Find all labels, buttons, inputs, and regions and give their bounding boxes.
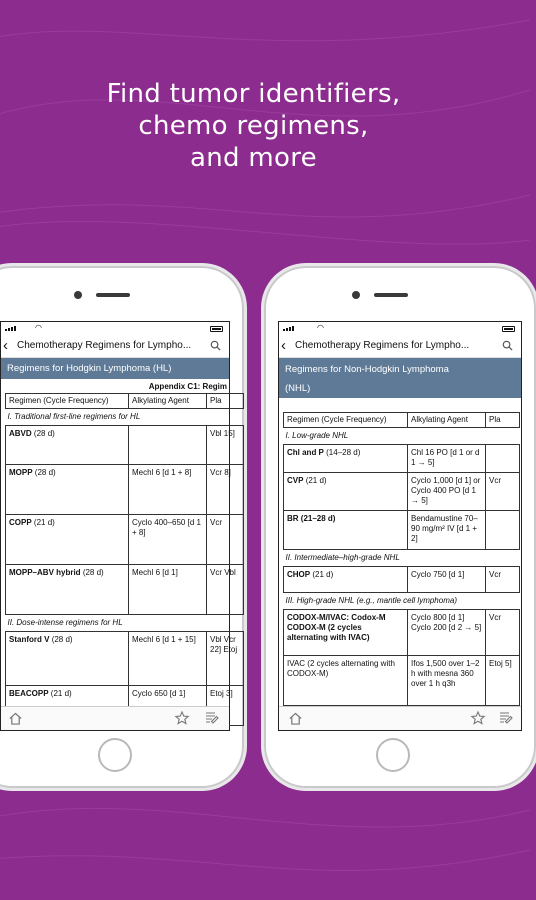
pla-cell: Etoj 5] [486,656,520,706]
band-title-line-1: Regimens for Non-Hodgkin Lymphoma [285,364,449,375]
regimen-freq: (28 d) [82,568,104,577]
regimen-freq: (21 d) [50,689,72,698]
camera-dot [352,291,360,299]
star-icon[interactable] [471,711,485,725]
agent-cell [129,426,207,465]
regimen-name: MOPP [9,468,33,477]
agent-cell: Chl 16 PO [d 1 or d 1 → 5] [408,445,486,473]
signal-icon [5,326,17,331]
home-icon[interactable] [289,712,302,725]
agent-cell: Cyclo 800 [d 1] Cyclo 200 [d 2 → 5] [408,610,486,656]
agent-cell: Mechl 6 [d 1 + 8] [129,465,207,515]
headline [0,78,507,174]
header-regimen: Regimen (Cycle Frequency) [284,413,408,428]
search-icon[interactable] [210,340,221,351]
headline-line-2: chemo regimens, [138,111,369,141]
band-title: Regimens for Hodgkin Lymphoma (HL) [7,363,172,374]
regimen-freq: (28 d) [51,635,73,644]
table-row[interactable] [284,445,520,473]
agent-cell: Cyclo 1,000 [d 1] or Cyclo 400 PO [d 1 → 5] [408,473,486,511]
headline-line-3: and more [190,143,317,173]
regimen-name: COPP [9,518,32,527]
speaker-grille [374,293,408,297]
star-icon[interactable] [175,711,189,725]
battery-icon [210,326,223,332]
regimen-name: CODOX-M/IVAC: Codox-M [287,613,386,622]
table-row[interactable] [284,610,520,656]
table-row[interactable] [284,511,520,550]
pla-cell: Vcr [486,473,520,511]
pla-cell: Vcr [486,567,520,593]
section-heading: II. Dose-intense regimens for HL [7,618,123,627]
right-phone-screen [278,321,522,731]
notes-icon[interactable] [499,711,513,725]
pla-cell [486,511,520,550]
wifi-icon: ◠ [35,323,42,332]
regimen-sub: CODOX-M (2 cycles alternating with IVAC) [287,623,370,642]
home-button[interactable] [98,738,132,772]
pla-cell: Vcr [486,610,520,656]
table-row[interactable] [6,565,244,615]
header-agent: Alkylating Agent [408,413,486,428]
battery-icon [502,326,515,332]
section-band [279,358,521,398]
regimen-freq: (21 d) [312,570,334,579]
regimen-table [283,412,520,706]
status-bar [1,322,229,336]
table-row[interactable] [6,465,244,515]
regimen-freq: (21 d) [33,518,55,527]
table-header-row [284,413,520,428]
table-row[interactable] [284,656,520,706]
regimen-freq: (28 d) [34,468,56,477]
table-row[interactable] [6,426,244,465]
regimen-name: CVP [287,476,304,485]
regimen-name: CHOP [287,570,311,579]
pla-cell: Vcr 8] [207,465,244,515]
home-button[interactable] [376,738,410,772]
section-heading: II. Intermediate–high-grade NHL [285,553,400,562]
home-icon[interactable] [9,712,22,725]
regimen-name: BR (21–28 d) [287,514,336,523]
appendix-heading: Appendix C1: Regim [148,382,227,391]
regimen-freq: (14–28 d) [326,448,361,457]
header-pla: Pla [207,394,244,409]
regimen-name: BEACOPP [9,689,49,698]
band-title-line-2: (NHL) [285,383,311,394]
table-row[interactable] [284,473,520,511]
bottom-toolbar [1,706,229,730]
back-chevron-icon[interactable]: ‹ [3,337,8,354]
camera-dot [74,291,82,299]
table-row[interactable] [284,567,520,593]
table-header-row [6,394,244,409]
section-heading: I. Low-grade NHL [285,431,349,440]
pla-cell: Vbl 15] [207,426,244,465]
regimen-table [5,393,244,726]
agent-cell: Mechl 6 [d 1 + 15] [129,632,207,686]
regimen-name: ABVD [9,429,32,438]
search-icon[interactable] [502,340,513,351]
speaker-grille [96,293,130,297]
left-phone-screen [0,321,238,731]
regimen-sub: IVAC (2 cycles alternating with CODOX-M) [287,659,395,678]
header-regimen: Regimen (Cycle Frequency) [6,394,129,409]
notes-icon[interactable] [205,711,219,725]
header-pla: Pla [486,413,520,428]
wifi-icon: ◠ [317,323,324,332]
agent-cell: Cyclo 650 [d 1] [129,686,207,726]
agent-cell: Bendamustine 70–90 mg/m² IV [d 1 + 2] [408,511,486,550]
back-chevron-icon[interactable]: ‹ [281,337,286,354]
nav-bar [279,336,521,358]
agent-cell: Mechl 6 [d 1] [129,565,207,615]
nav-title: Chemotherapy Regimens for Lympho... [17,340,192,351]
agent-cell: Ifos 1,500 over 1–2 h with mesna 360 over 1 h q3h [408,656,486,706]
section-heading: III. High-grade NHL (e.g., mantle cell lymphoma) [285,596,457,605]
table-row[interactable] [6,632,244,686]
pla-cell: Vcr Vbl [207,565,244,615]
regimen-name: Stanford V [9,635,50,644]
section-heading: I. Traditional first-line regimens for HL [7,412,141,421]
regimen-name: MOPP–ABV hybrid [9,568,81,577]
bottom-toolbar [279,706,521,730]
agent-cell: Cyclo 400–650 [d 1 + 8] [129,515,207,565]
left-phone-frame [0,266,244,788]
pla-cell [486,445,520,473]
regimen-freq: (28 d) [33,429,55,438]
agent-cell: Cyclo 750 [d 1] [408,567,486,593]
status-bar [279,322,521,336]
document-content [279,398,521,706]
pla-cell: Etoj 3] [207,686,244,726]
pla-cell: Vbl Vcr 22] Etoj [207,632,244,686]
headline-line-1: Find tumor identifiers, [106,79,401,109]
signal-icon [283,326,295,331]
right-phone-frame [264,266,536,788]
nav-bar [1,336,229,358]
regimen-freq: (21 d) [305,476,327,485]
document-content [1,379,238,726]
header-agent: Alkylating Agent [129,394,207,409]
table-row[interactable] [6,515,244,565]
pla-cell: Vcr [207,515,244,565]
regimen-name: Chl and P [287,448,324,457]
section-band [1,358,229,379]
nav-title: Chemotherapy Regimens for Lympho... [295,340,470,351]
